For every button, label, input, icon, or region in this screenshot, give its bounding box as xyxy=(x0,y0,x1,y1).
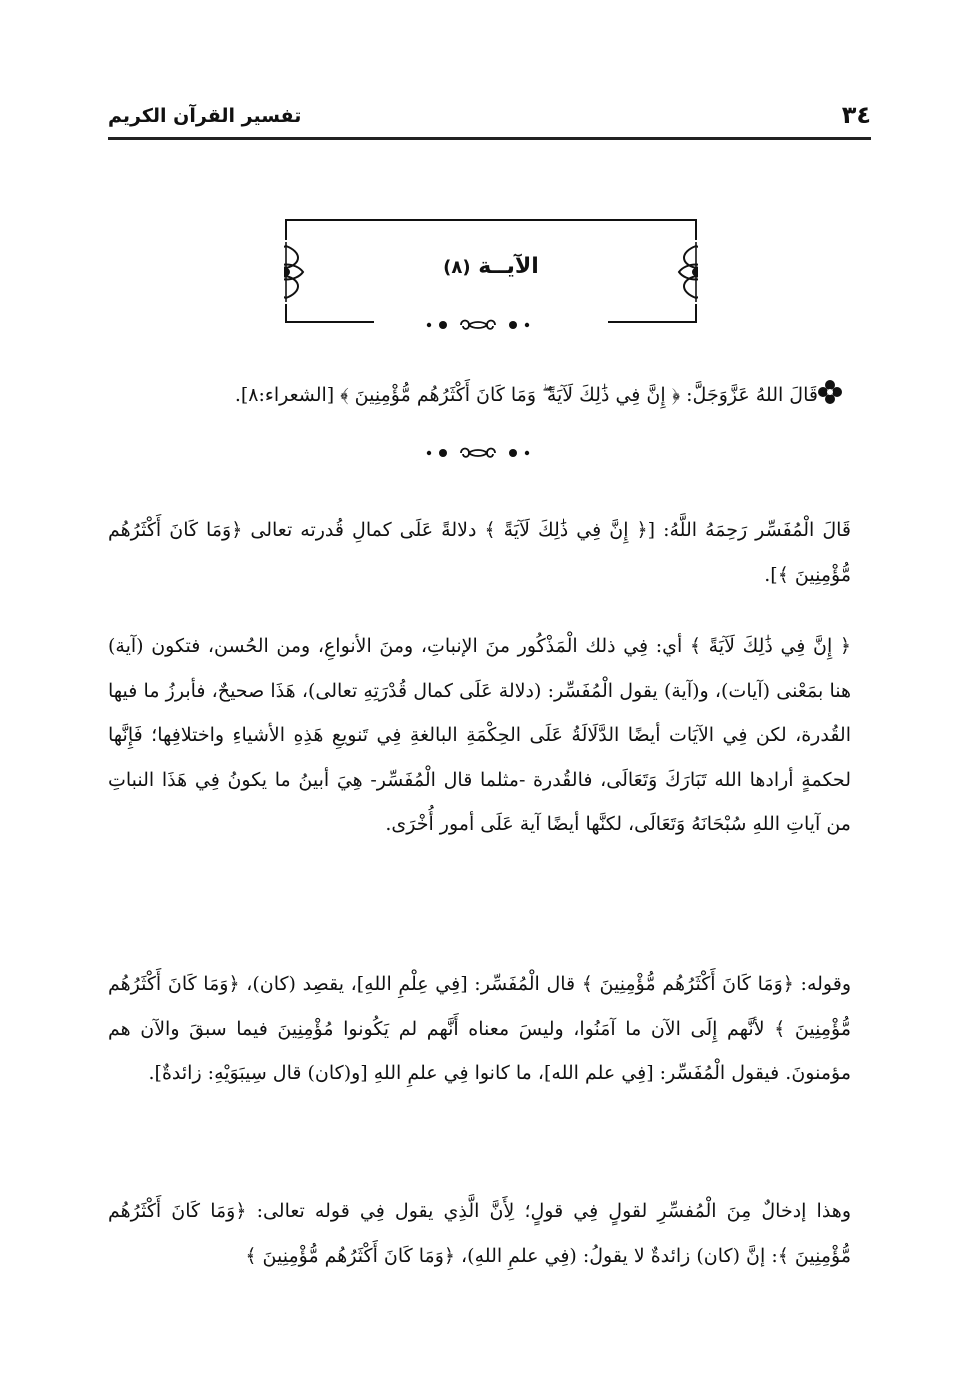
running-header xyxy=(108,100,871,134)
paragraph-kana-discussion: وقوله: ﴿وَمَا كَانَ أَكْثَرُهُم مُّؤْمِنِينَ ﴾ قال الْمُفَسِّر: [فِي عِلْمِ اللهِ]، يقصِد (كان)، ﴿وَمَا كَانَ أَكْثَرُهُم مُّؤْمِنِينَ ﴾ لأنَّهم إِلَى الآن ما آمَنُوا، وليسَ معناه أَنَّهم لم يَكُونوا مُؤْمِنِينَ فيما سبقَ والآن هم مؤمنونَ. فيقول الْمُفَسِّر: [فِي علم الله]، ما كانوا فِي علمِ اللهِ [و(كان) قال سِيبَوَيْهِ: زائدةٌ]. xyxy=(108,973,851,1084)
verse-quote: قَالَ اللهُ عَزَّوَجَلَّ: ﴿ إِنَّ فِي ذَٰلِكَ لَآيَةً ۖ وَمَا كَانَ أَكْثَرُهُم مُّؤْمِنِينَ ﴾ [الشعراء:٨]. xyxy=(234,384,818,406)
heading-number: (٨) xyxy=(443,257,471,278)
dots-flourish-separator-icon xyxy=(0,318,955,332)
paragraph-commentary-intro: قَالَ الْمُفَسِّر رَحِمَهُ اللَّهُ: [﴿ إِنَّ فِي ذَٰلِكَ لَآيَةً ﴾ دلالةً عَلَى كمالِ قُدرته تعالى ﴿وَمَا كَانَ أَكْثَرُهُم مُّؤْمِنِينَ ﴾]. xyxy=(108,519,851,586)
heading-label: الآيــة xyxy=(478,254,539,279)
paragraph-explanation: ﴿ إِنَّ فِي ذَٰلِكَ لَآيَةً ﴾ أي: فِي ذلك الْمَذْكُور منَ الإنباتِ، ومنَ الأنواعِ، ومن الحُسن، فتكون (آية) هنا بمَعْنى (آيات)، و(آية) يقول الْمُفَسِّر: (دلالة عَلَى كمال قُدْرَتِهِ تعالى)، هَذَا صحيحٌ، فأبرزُ ما فيها القُدرة، لكن فِي الآيَات أيضًا الدَّلَالَةُ عَلَى الحِكْمَةِ البالغةِ فِي تَنويعِ هَذِهِ الأشياءِ واختلافِها؛ فَإِنَّها لحكمةٍ أرادها الله تَبَارَكَ وَتَعَالَى، فالقُدرة -مثلما قال الْمُفَسِّر- هِيَ أبينُ ما يكونُ فِي هَذَا النباتِ من آياتِ اللهِ سُبْحَانَهُ وَتَعَالَى، لكنَّها أيضًا آية عَلَى أمور أُخْرَى. xyxy=(108,635,851,835)
dots-flourish-separator-icon xyxy=(0,446,955,460)
book-title: تفسير القرآن الكريم xyxy=(108,105,302,127)
flower-ornament-icon xyxy=(818,380,842,404)
paragraph-continuation: وهذا إدخالٌ مِنَ الْمُفسِّرِ لقولٍ فِي قولٍ؛ لِأَنَّ الَّذِي يقول فِي قوله تعالى: ﴿وَمَا كَانَ أَكْثَرُهُم مُّؤْمِنِينَ ﴾: إنَّ (كان) زائدةٌ لا يقولُ: (فِي علمِ اللهِ)، ﴿وَمَا كَانَ أَكْثَرُهُم مُّؤْمِنِينَ ﴾ xyxy=(108,1200,851,1267)
verse-heading xyxy=(284,252,698,283)
header-rule xyxy=(108,137,871,140)
verse-heading-frame xyxy=(284,218,698,328)
page-number: ٣٤ xyxy=(841,101,871,129)
